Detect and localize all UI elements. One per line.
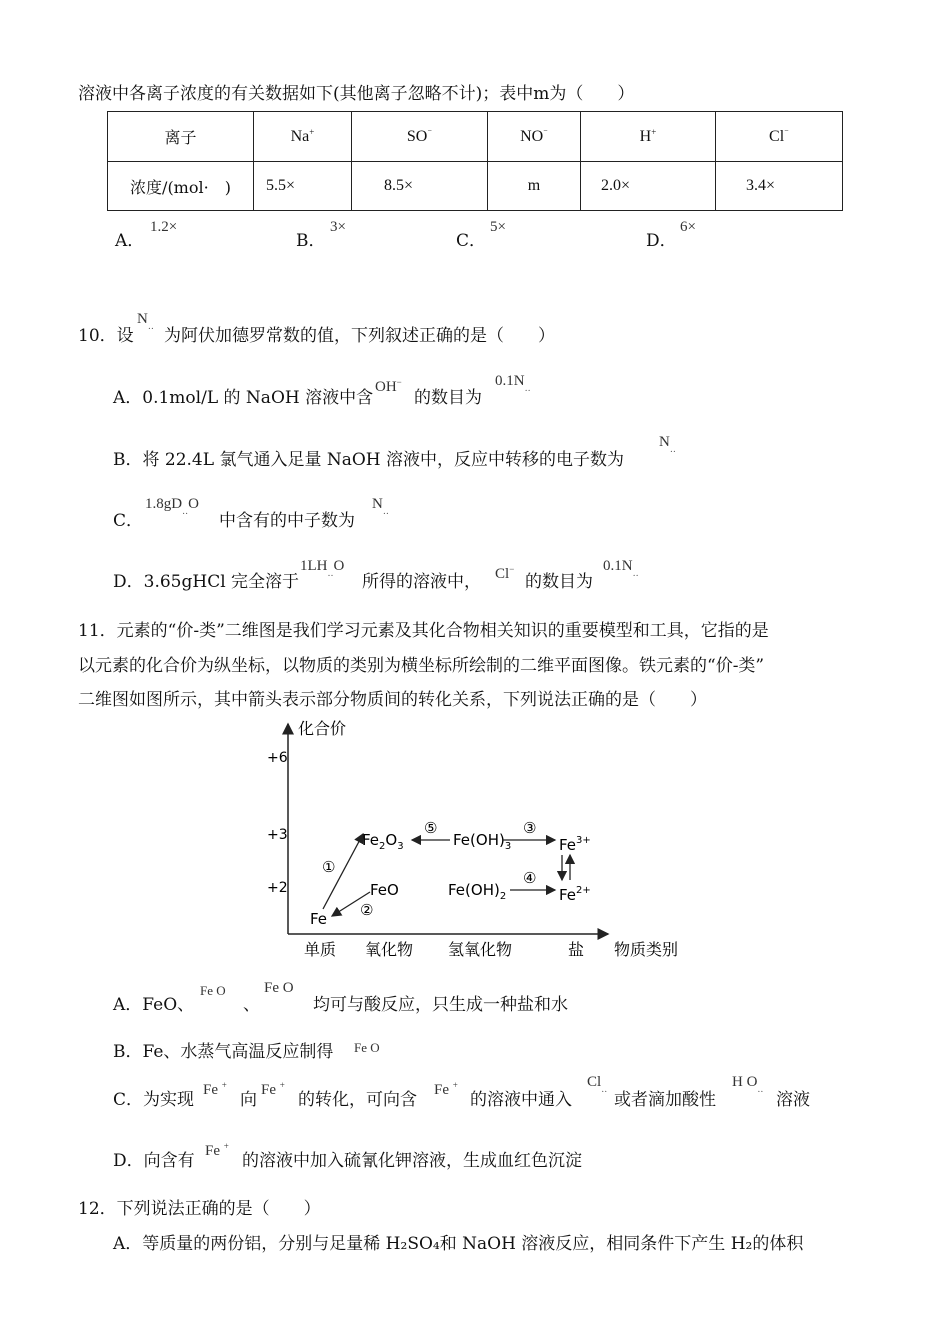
q11-c-to: 向 <box>240 1090 257 1110</box>
table-row <box>108 162 843 211</box>
arrow-label-3: ③ <box>523 819 537 837</box>
q10-option-c-letter: C． <box>113 511 144 531</box>
q11-c-formula4: $Cl_‥$ <box>587 1074 608 1094</box>
ion-concentration-table <box>107 111 843 211</box>
x-label-category: 物质类别 <box>614 940 679 959</box>
q10-option-d: D．3.65gHCl 完全溶于 <box>113 572 300 592</box>
node-feoh3: $Fe(OH)_3$ <box>453 831 512 852</box>
y-tick-6: +6 <box>267 750 288 766</box>
q11-c-formula2: Fe + <box>261 1080 285 1098</box>
q9-option-b-letter: B． <box>296 231 326 251</box>
q10-d-formula1: $1LH_‥O$ <box>300 558 345 578</box>
value-no3: m <box>488 162 581 211</box>
y-tick-2: +2 <box>267 880 288 896</box>
q9-option-d-value: 6× <box>680 219 696 235</box>
value-so4: 8.5× <box>352 162 488 211</box>
node-fe2plus: $Fe^{2+}$ <box>559 885 591 904</box>
q10-d-formula2: Cl− <box>495 564 515 582</box>
q11-option-c-text3: 的溶液中通入 <box>470 1090 572 1110</box>
q10-a-mid: 的数目为 <box>414 388 482 408</box>
value-h: 2.0× <box>581 162 716 211</box>
x-label-element: 单质 <box>304 940 337 959</box>
ion-no3: NO⁻ <box>488 112 581 162</box>
q10-stem-var: $N_‥$ <box>137 311 154 331</box>
q11-d-formula: Fe + <box>205 1141 229 1159</box>
q11-a-formula2: Fe O <box>264 980 294 996</box>
value-na: 5.5× <box>254 162 352 211</box>
q12-option-a: A．等质量的两份铝，分别与足量稀 H₂SO₄和 NaOH 溶液反应，相同条件下产生 H₂的体积 <box>113 1234 804 1254</box>
q10-option-a: A．0.1mol/L 的 NaOH 溶液中含 <box>113 388 374 408</box>
arrow-label-5: ⑤ <box>424 819 438 837</box>
value-cl: 3.4× <box>716 162 843 211</box>
y-axis-label: 化合价 <box>298 719 347 738</box>
q9-option-b-value: 3× <box>330 219 346 235</box>
node-feo: FeO <box>370 881 399 899</box>
x-label-oxide: 氧化物 <box>365 940 414 959</box>
x-label-hydroxide: 氢氧化物 <box>448 940 513 959</box>
q10-a-formula2: $0.1N_‥$ <box>495 373 531 393</box>
concentration-label: 浓度/(mol· ) <box>108 162 254 211</box>
q10-b-formula: $N_‥$ <box>659 434 676 454</box>
arrow-label-1: ① <box>322 858 336 876</box>
ion-h: H+ <box>581 112 716 162</box>
q9-option-a-value: 1.2× <box>150 219 178 235</box>
q9-option-d-letter: D． <box>646 231 677 251</box>
q11-stem-line1: 11．元素的“价-类”二维图是我们学习元素及其化合物相关知识的重要模型和工具，它指的是 <box>78 621 769 641</box>
q11-option-b: B．Fe、水蒸气高温反应制得 <box>113 1042 334 1062</box>
ion-na: Na+ <box>254 112 352 162</box>
q11-c-formula3: Fe + <box>434 1080 458 1098</box>
q11-option-d-text1: D．向含有 <box>113 1151 195 1171</box>
q10-stem-prefix: 10．设 <box>78 326 134 346</box>
table-row <box>108 112 843 162</box>
q11-stem-line3: 二维图如图所示，其中箭头表示部分物质间的转化关系，下列说法正确的是（ ） <box>78 690 707 710</box>
q10-d-mid: 所得的溶液中， <box>362 572 481 592</box>
q11-option-a-text2: 均可与酸反应，只生成一种盐和水 <box>313 995 568 1015</box>
q11-option-d-text2: 的溶液中加入硫氰化钾溶液，生成血红色沉淀 <box>242 1151 582 1171</box>
q10-c-text: 中含有的中子数为 <box>219 511 355 531</box>
node-fe2o3: $Fe_2O_3$ <box>362 831 404 852</box>
q10-d-formula3: $0.1N_‥$ <box>603 558 639 578</box>
q11-stem-line2: 以元素的化合价为纵坐标，以物质的类别为横坐标所绘制的二维平面图像。铁元素的“价-类” <box>78 656 765 676</box>
iron-valence-class-diagram <box>250 712 700 967</box>
q11-b-formula: Fe O <box>354 1040 380 1055</box>
x-label-salt: 盐 <box>568 940 585 959</box>
q11-option-c-text2: 的转化，可向含 <box>298 1090 417 1110</box>
arrow-label-2: ② <box>360 901 374 919</box>
q11-option-a-text1: A．FeO、 <box>113 995 195 1015</box>
ion-cl: Cl⁻ <box>716 112 843 162</box>
q10-stem-suffix: 为阿伏加德罗常数的值，下列叙述正确的是（ ） <box>164 326 555 346</box>
q11-c-or: 或者滴加酸性 <box>614 1090 716 1110</box>
q9-option-a-letter: A． <box>115 231 145 251</box>
q10-option-b: B．将 22.4L 氯气通入足量 NaOH 溶液中，反应中转移的电子数为 <box>113 450 625 470</box>
q10-d-mid2: 的数目为 <box>525 572 593 592</box>
q10-a-formula1: OH− <box>375 377 402 395</box>
q11-c-formula5: H $O_‥$ <box>732 1074 764 1094</box>
q11-c-formula1: Fe + <box>203 1080 227 1098</box>
q9-option-c-value: 5× <box>490 219 506 235</box>
q11-a-sep: 、 <box>243 995 260 1015</box>
q9-option-c-letter: C． <box>456 231 487 251</box>
q11-option-c-text1: C．为实现 <box>113 1090 195 1110</box>
y-tick-3: +3 <box>267 827 288 843</box>
q10-c-formula: $1.8gD_‥O$ <box>145 496 199 516</box>
node-feoh2: $Fe(OH)_2$ <box>448 881 507 902</box>
arrow-label-4: ④ <box>523 869 537 887</box>
q11-option-c-text4: 溶液 <box>776 1090 810 1110</box>
q10-c-formula3: $N_‥$ <box>372 496 389 516</box>
q11-a-formula1: Fe O <box>200 983 226 998</box>
node-fe: Fe <box>310 910 328 928</box>
node-fe3plus: $Fe^{3+}$ <box>559 835 591 854</box>
q9-stem: 溶液中各离子浓度的有关数据如下(其他离子忽略不计)；表中m为（ ） <box>78 84 635 104</box>
table-header-label: 离子 <box>108 112 254 162</box>
q12-stem: 12．下列说法正确的是（ ） <box>78 1199 321 1219</box>
ion-so4: SO⁻ <box>352 112 488 162</box>
